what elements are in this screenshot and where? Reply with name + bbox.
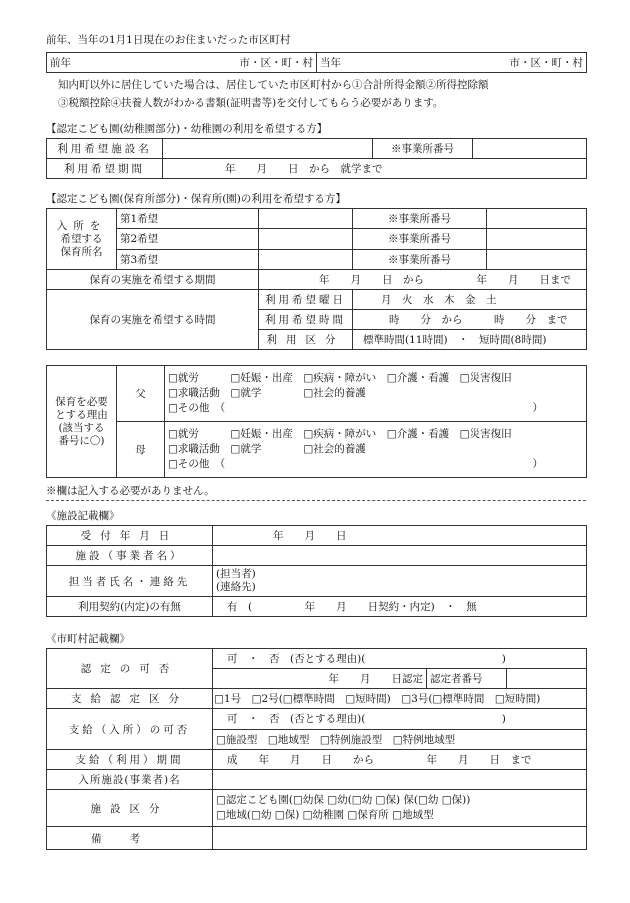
municipal-table (46, 648, 587, 850)
municipal-section-heading: 《市町村記載欄》 (46, 633, 130, 645)
receipt-date-label: 受付年月日 (47, 526, 213, 546)
receipt-date-value[interactable]: 年 月 日 (213, 526, 587, 546)
nursery-period-label: 保育の実施を希望する期間 (47, 270, 259, 290)
mother-reason-line-2[interactable]: □求職活動 □就学 □社会的養護 (168, 443, 366, 455)
choice-2-label: 第2希望 (120, 233, 159, 246)
father-reason-line-1[interactable]: □就労 □妊娠・出産 □疾病・障がい □介護・看護 □災害復旧 (168, 372, 512, 384)
mother-label: 母 (117, 422, 165, 478)
facility-type-cell[interactable] (213, 790, 587, 827)
section-divider (46, 500, 586, 501)
admission-label: 支給（入所）の可否 (47, 709, 213, 750)
days-value[interactable]: 月 火 水 木 金 土 (353, 290, 587, 310)
kg-period-value[interactable]: 年 月 日 から 就学まで (163, 159, 587, 179)
father-reasons[interactable] (165, 366, 587, 422)
approval-label: 認定の可否 (47, 649, 213, 689)
mother-reason-line-3[interactable]: □その他 （ (168, 458, 226, 470)
facility-name-label-municipal: 入所施設(事業者)名 (47, 770, 213, 790)
mother-reason-line-1[interactable]: □就労 □妊娠・出産 □疾病・障がい □介護・看護 □災害復旧 (168, 428, 512, 440)
kg-office-no-input[interactable] (473, 139, 587, 159)
approver-no-input[interactable] (507, 669, 587, 689)
choice-2-office-label: ※事業所番号 (353, 229, 487, 249)
usage-period-label: 支給（利用）期間 (47, 750, 213, 770)
father-reason-line-3[interactable]: □その他 （ (168, 402, 226, 414)
nursery-heading: 【認定こども園(保育所部分)・保育所(園)の利用を希望する方】 (46, 193, 346, 205)
choice-1-office-label: ※事業所番号 (353, 209, 487, 229)
facility-name-input-municipal[interactable] (213, 770, 587, 790)
facility-table (46, 525, 587, 617)
reason-table (46, 365, 587, 478)
facility-section-heading: 《施設記載欄》 (46, 510, 120, 522)
contact-label: 担当者氏名・連絡先 (47, 566, 213, 597)
choice-1-label: 第1希望 (120, 213, 159, 226)
nursery-time-label: 保育の実施を希望する時間 (47, 290, 259, 350)
payment-category-label: 支給認定区分 (47, 689, 213, 709)
reason-label: 保育を必要 とする理由 (該当する 番号に〇) (47, 366, 117, 478)
choice-1-office-input[interactable] (487, 209, 587, 229)
days-label: 利用希望曜日 (259, 290, 353, 310)
curr-municipality-suffix: 市・区・町・村 (509, 57, 583, 69)
prev-year-label: 前年 (50, 57, 71, 69)
father-reason-close: ） (532, 402, 543, 414)
choice-1-cell[interactable] (117, 209, 259, 229)
prev-municipality-suffix: 市・区・町・村 (239, 57, 313, 69)
kg-facility-input[interactable] (163, 139, 373, 159)
category-label: 利用区分 (259, 330, 353, 350)
prev-year-cell[interactable] (47, 53, 317, 73)
hours-label: 利用希望時間 (259, 310, 353, 330)
mother-reasons[interactable] (165, 422, 587, 478)
payment-category-value[interactable]: □1号 □2号(□標準時間 □短時間) □3号(□標準時間 □短時間) (213, 689, 587, 709)
kindergarten-heading: 【認定こども園(幼稚園部分)・幼稚園の利用を希望する方】 (46, 123, 328, 135)
nursery-name-label: 入所を 希望する 保育所名 (47, 209, 117, 270)
admission-line-1[interactable]: 可 ・ 否 (否とする理由)( ) (213, 709, 587, 730)
residence-table (46, 52, 587, 73)
choice-3-office-label: ※事業所番号 (353, 249, 487, 269)
admission-line-2[interactable]: □施設型 □地域型 □特例施設型 □特例地域型 (213, 729, 587, 750)
footnote: ※欄は記入する必要がありません。 (46, 485, 215, 497)
residence-note-2: ③税額控除④扶養人数がわかる書類(証明書等)を交付してもらう必要があります。 (58, 97, 444, 109)
approver-no-label: 認定者番号 (427, 669, 507, 689)
father-label: 父 (117, 366, 165, 422)
curr-year-cell[interactable] (317, 53, 587, 73)
facility-name-label: 施設（事業者名） (47, 546, 213, 566)
choice-2-cell[interactable] (117, 229, 259, 249)
contract-value[interactable]: 有 ( 年 月 日契約・内定) ・ 無 (213, 597, 587, 617)
nursery-table (46, 208, 587, 350)
father-reason-line-2[interactable]: □求職活動 □就学 □社会的養護 (168, 387, 366, 399)
choice-3-cell[interactable] (117, 249, 259, 269)
approval-date[interactable]: 年 月 日認定 (213, 669, 427, 689)
kg-facility-label: 利用希望施設名 (47, 139, 163, 159)
usage-period-value[interactable]: 成 年 月 日 から 年 月 日 まで (213, 750, 587, 770)
choice-2-office-input[interactable] (487, 229, 587, 249)
choice-3-label: 第3希望 (120, 253, 159, 266)
remarks-input[interactable] (213, 827, 587, 850)
kg-office-no-label: ※事業所番号 (373, 139, 473, 159)
choice-3-office-input[interactable] (487, 249, 587, 269)
remarks-label: 備考 (47, 827, 213, 850)
contract-label: 利用契約(内定)の有無 (47, 597, 213, 617)
nursery-period-value[interactable]: 年 月 日 から 年 月 日まで (259, 270, 587, 290)
mother-reason-close: ） (532, 458, 543, 470)
hours-value[interactable]: 時 分 から 時 分 まで (353, 310, 587, 330)
residence-note-1: 知内町以外に居住していた場合は、居住していた市区町村から①合計所得金額②所得控除額 (58, 79, 489, 91)
facility-type-line-2[interactable]: □地域(□幼 □保) □幼稚園 □保育所 □地域型 (216, 809, 434, 821)
approval-line-1[interactable]: 可 ・ 否 (否とする理由)( ) (213, 649, 587, 669)
facility-type-line-1[interactable]: □認定こども園(□幼保 □幼(□幼 □保) 保(□幼 □保)) (216, 794, 471, 806)
kg-period-label: 利用希望期間 (47, 159, 163, 179)
contact-info: (連絡先) (216, 581, 256, 593)
contact-cell[interactable] (213, 566, 587, 597)
contact-person: (担当者) (216, 568, 256, 580)
facility-name-input[interactable] (213, 546, 587, 566)
category-value[interactable]: 標準時間(11時間) ・ 短時間(8時間) (353, 330, 587, 350)
residence-heading: 前年、当年の1月1日現在のお住まいだった市区町村 (46, 34, 291, 46)
kindergarten-table (46, 138, 587, 179)
curr-year-label: 当年 (320, 57, 341, 69)
facility-type-label: 施設区分 (47, 790, 213, 827)
